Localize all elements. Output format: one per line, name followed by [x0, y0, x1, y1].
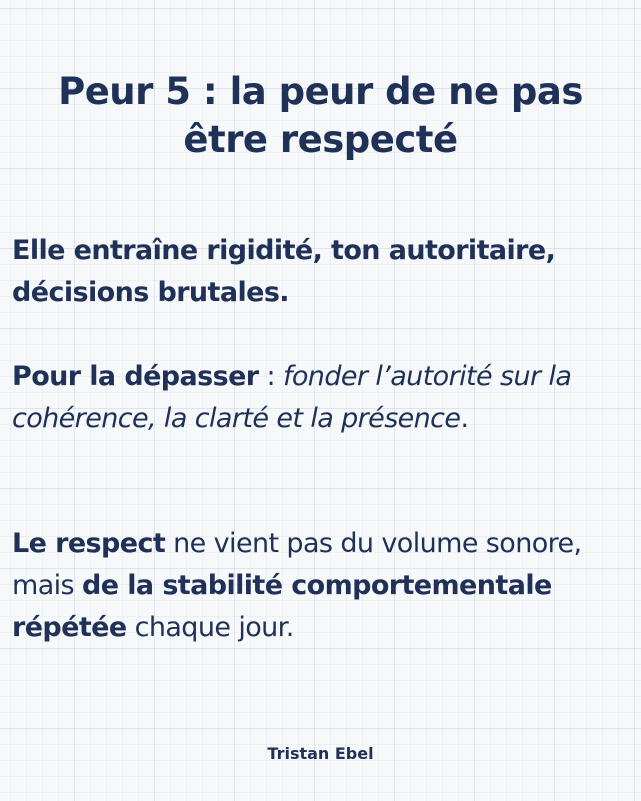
author-signature: Tristan Ebel: [267, 744, 374, 763]
respect-text-1: ne vient pas du volume sonore, mais: [12, 528, 582, 601]
respect-text-2: chaque jour.: [126, 612, 294, 643]
paragraph-consequences: Elle entraîne rigidité, ton autoritaire, décisions brutales.: [12, 235, 556, 308]
post-title: Peur 5 : la peur de ne pas être respecté: [58, 70, 583, 161]
respect-lead: Le respect: [12, 528, 166, 559]
solution-separator: :: [258, 361, 283, 392]
respect-emphasis: de la stabilité comportementale répétée: [12, 570, 552, 643]
solution-end: .: [460, 403, 469, 434]
solution-text: fonder l’autorité sur la cohérence, la clarté et la présence: [12, 361, 572, 434]
paragraph-solution: [12, 356, 632, 440]
solution-lead: Pour la dépasser: [12, 361, 259, 392]
paragraph-respect: [12, 523, 632, 649]
